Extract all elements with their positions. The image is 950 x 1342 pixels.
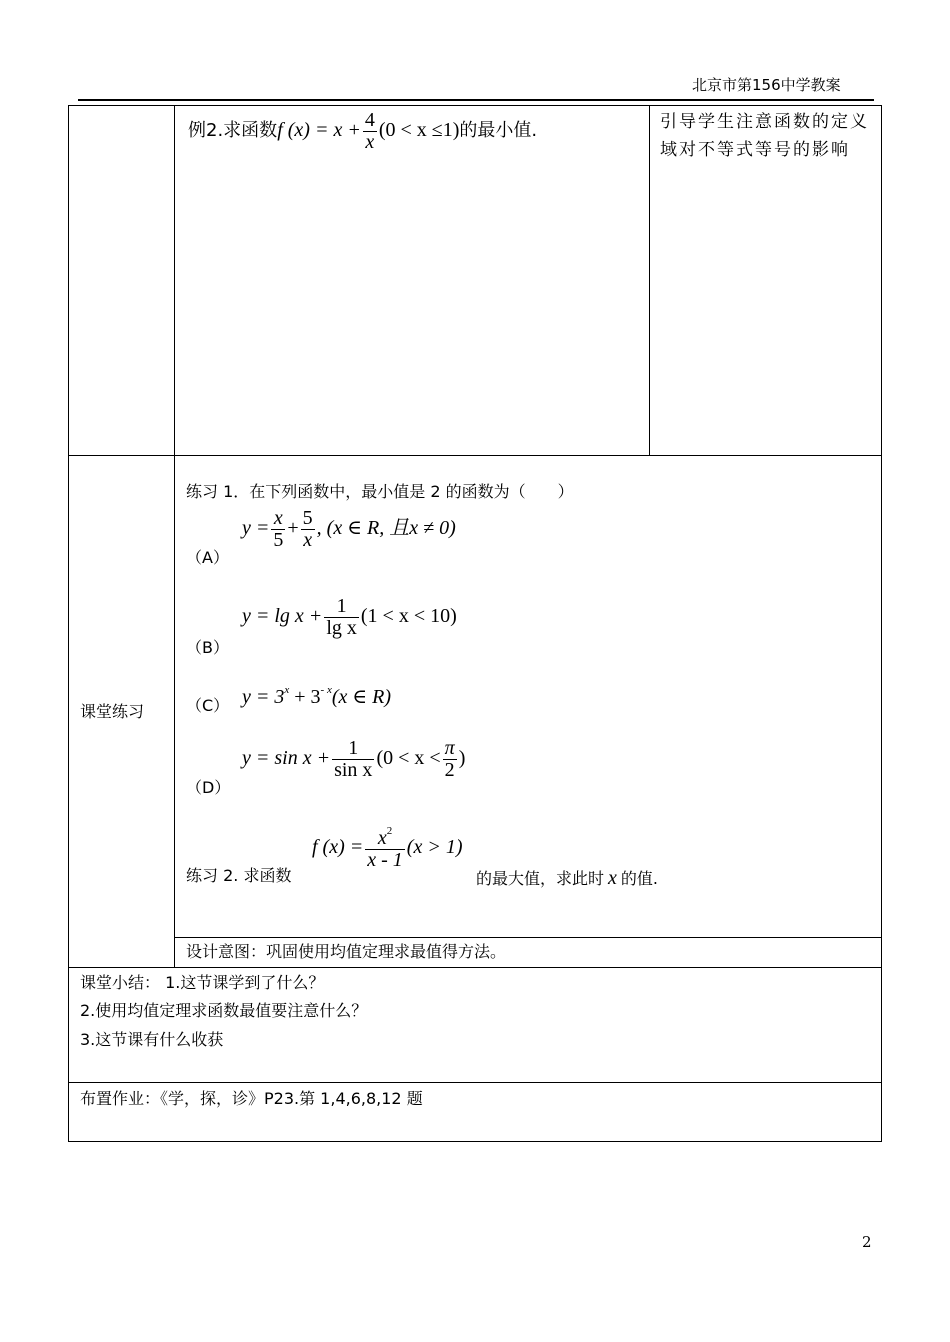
option-d-tail2: ) <box>458 747 466 769</box>
homework: 布置作业：《学，探，诊》P23.第 1,4,6,8,12 题 <box>80 1089 423 1108</box>
option-b-label: （B） <box>186 638 229 657</box>
option-c-tail: (x ∈ R) <box>331 686 392 708</box>
exercise2-frac-num-exp: 2 <box>386 825 393 837</box>
design-intent: 设计意图：巩固使用均值定理求最值得方法。 <box>186 942 507 961</box>
example2-suffix: 的最小值. <box>459 120 538 141</box>
option-d-lhs: y = sin x + <box>242 747 331 769</box>
option-b-frac-den: lg x <box>326 617 357 639</box>
option-d-formula <box>242 738 465 781</box>
option-d-frac1-den: sin x <box>334 759 373 781</box>
exercise2-var: x <box>608 867 617 889</box>
exercise2-suffix-b: 的值. <box>620 869 658 888</box>
option-a-frac1-num: x <box>271 508 285 530</box>
exercise2-suffix <box>476 866 658 890</box>
example2-fraction <box>363 110 377 153</box>
exercise2-frac-den: x - 1 <box>367 849 403 871</box>
exercise2-prefix: 练习 2. 求函数 <box>186 866 292 885</box>
summary-line-3: 3.这节课有什么收获 <box>80 1030 224 1049</box>
header-title: 北京市第156中学教案 <box>692 76 841 94</box>
header-rule <box>78 99 874 101</box>
exercise2-frac-num-base: x <box>377 827 387 849</box>
exercise2-fraction <box>365 826 405 871</box>
option-d-frac2 <box>443 738 457 781</box>
row-divider-1 <box>68 455 882 456</box>
option-a-frac2 <box>301 508 315 551</box>
summary-line-1: 课堂小结： 1.这节课学到了什么？ <box>80 973 325 992</box>
option-c-expr: y = 3 <box>242 686 285 708</box>
page-number: 2 <box>862 1233 872 1251</box>
option-a-label: （A） <box>186 548 229 567</box>
option-b-lhs: y = lg x + <box>242 605 323 627</box>
option-c-mid: + 3 <box>289 686 321 708</box>
section-label: 课堂练习 <box>80 702 145 721</box>
example2-prefix: 例2.求函数 <box>188 120 278 141</box>
row-divider-design <box>174 937 882 938</box>
example2-problem <box>188 110 537 153</box>
option-a-frac1 <box>271 508 285 551</box>
option-b-formula <box>242 596 457 639</box>
option-c-label: （C） <box>186 696 230 715</box>
option-d-label: （D） <box>186 778 231 797</box>
option-c-exp2: - x <box>320 684 332 696</box>
option-a-lhs: y = <box>242 517 270 539</box>
summary-line-2: 2.使用均值定理求函数最值要注意什么？ <box>80 1001 368 1020</box>
option-d-frac2-den: 2 <box>444 759 455 781</box>
option-c-exp1: x <box>284 684 290 696</box>
col-divider-left <box>174 105 175 967</box>
option-a-op: + <box>287 517 299 539</box>
option-a-formula <box>242 508 456 551</box>
col-divider-right <box>649 105 650 456</box>
exercise2-lhs: f (x) = <box>312 836 364 858</box>
exercise1-stem: 练习 1．在下列函数中，最小值是 2 的函数为（ ） <box>186 482 574 501</box>
option-c-formula <box>242 684 391 709</box>
option-a-tail: , (x ∈ R, 且x ≠ 0) <box>316 517 456 539</box>
option-b-tail: (1 < x < 10) <box>360 605 457 627</box>
example2-teaching-remark: 引导学生注意函数的定义域对不等式等号的影响 <box>660 112 869 160</box>
option-d-frac1-num: 1 <box>332 738 374 760</box>
example2-frac-num: 4 <box>364 109 375 131</box>
option-d-tail1: (0 < x < <box>376 747 441 769</box>
option-b-frac-num: 1 <box>324 596 359 618</box>
option-a-frac1-den: 5 <box>273 529 284 551</box>
option-d-frac1 <box>332 738 374 781</box>
row-divider-3 <box>68 1082 882 1083</box>
option-d-frac2-num: π <box>444 737 455 759</box>
option-a-frac2-den: x <box>303 529 313 551</box>
example2-domain: (0 < x ≤1) <box>378 119 460 141</box>
exercise2-suffix-a: 的最大值，求此时 <box>476 869 605 888</box>
exercise2-frac-num <box>365 826 405 850</box>
example2-frac-den: x <box>365 131 375 153</box>
example2-lhs: f (x) = x + <box>277 119 361 141</box>
option-a-frac2-num: 5 <box>302 507 313 529</box>
row-divider-2 <box>68 967 882 968</box>
option-b-frac <box>324 596 359 639</box>
exercise2-cond: (x > 1) <box>406 836 463 858</box>
exercise2-formula <box>312 826 463 871</box>
